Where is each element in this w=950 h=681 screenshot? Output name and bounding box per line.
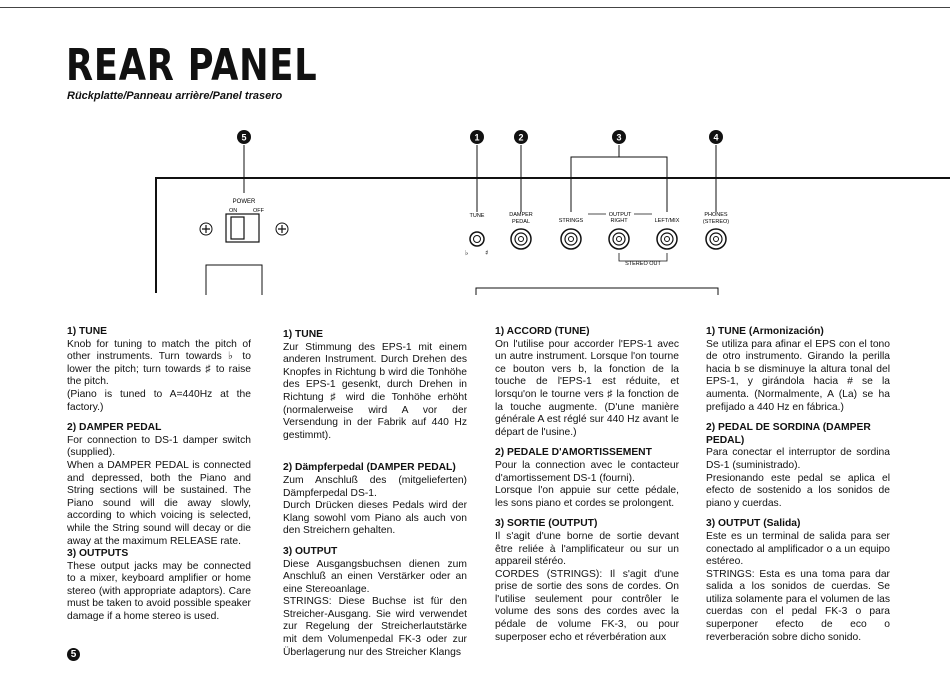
damper-jack — [511, 229, 531, 249]
en-tune-text: Knob for tuning to match the pitch of other instruments. Turn towards ♭ to lower the pitch; turn towards ♯ to raise the pitch. — [67, 338, 251, 388]
de-tune-text: Zur Stimmung des EPS-1 mit einem anderen Instrument. Durch Drehen des Knopfes in Richtung b wird die Tonhöhe des EPS-1 gesenkt, durch Drehen in Richtung ♯ wird die Tonhöhe erhöht (normalerweise wird A vor der Versendung in der Fabrik auf 440 Hz gestimmt). — [283, 341, 467, 441]
fr-output-text-a: Il s'agit d'une borne de sortie devant être reliée à l'amplificateur ou sur un appareil stéréo. — [495, 530, 679, 568]
page-subtitle: Rückplatte/Panneau arrière/Panel trasero — [67, 90, 283, 102]
rear-panel-diagram — [0, 115, 950, 315]
output-label: OUTPUT — [608, 212, 632, 218]
en-heading-damper: 2) DAMPER PEDAL — [67, 422, 162, 434]
fr-heading-output: 3) SORTIE (OUTPUT) — [495, 518, 598, 530]
es-tune-text: Se utiliza para afinar el EPS con el tono de otro instrumento. Girando la perilla hacia b se disminuye la altura tonal del EPS-1, y girándola hacia # se la aumenta. (Normalmente, A (La) se ha prefijado a 440 Hz en fábrica.) — [706, 338, 890, 413]
stereo-out-label: STEREO OUT — [625, 261, 661, 267]
de-damper-text-b: Durch Drücken dieses Pedals wird der Klang sowohl vom Piano als auch von den Streichern gehalten. — [283, 500, 467, 537]
panel-outline — [156, 178, 950, 293]
spanish-column — [706, 326, 890, 644]
es-damper-text-a: Para conectar el interruptor de sordina DS-1 (suministrado). — [706, 447, 890, 471]
tune-knob — [470, 232, 484, 246]
top-rule — [0, 7, 950, 8]
en-damper-text-a: For connection to DS-1 damper switch (supplied). — [67, 434, 251, 459]
flat-symbol: ♭ — [465, 249, 469, 257]
es-heading-tune: 1) TUNE (Armonización) — [706, 326, 824, 337]
fr-tune-text: On l'utilise pour accorder l'EPS-1 avec un autre instrument. Lorsque l'on tourne ce bouton vers b, la fonction de la touche de l'EPS-1 est réduite, et lorsqu'on le tourne vers ♯ la fonction de la touche augmente. (D'une manière générale A est réglé sur 440 Hz avant le départ de l'usine.) — [495, 338, 679, 438]
power-off-label: OFF — [253, 208, 264, 214]
sharp-symbol: ♯ — [485, 249, 489, 257]
english-column — [67, 326, 251, 624]
en-tune-note: (Piano is tuned to A=440Hz at the factory.) — [67, 388, 251, 413]
page-title: REAR PANEL — [66, 40, 318, 91]
es-output-text-a: Este es un terminal de salida para ser conectado al amplificador o a un equipo estéreo. — [706, 530, 890, 568]
power-switch-rocker — [231, 217, 244, 239]
callout-text-1: 1 — [474, 132, 480, 143]
en-outputs-text: These output jacks may be connected to a mixer, keyboard amplifier or home stereo (with appropriate adaptors). Care must be taken to avoid possible speaker damage if a home stereo is used. — [67, 560, 251, 623]
power-on-label: ON — [229, 208, 238, 214]
fr-output-text-b: CORDES (STRINGS): Il s'agit d'une prise de sortie des sons de cordes. On l'utilise seulement pour contrôler le volume des sons des cordes avec la pédale de volume FK-3, ou pour superposer echo et réverbération aux — [495, 568, 679, 643]
phones-label-1: PHONES — [704, 212, 728, 218]
damper-label-2: PEDAL — [511, 219, 531, 225]
fr-damper-text-b: Lorsque l'on appuie sur cette pédale, les sons piano et cordes se prolongent. — [495, 485, 679, 509]
callout-text-4: 4 — [713, 132, 719, 143]
damper-label-1: DAMPER — [509, 212, 533, 218]
phones-label-2: (STEREO) — [702, 219, 730, 225]
leftmix-label: LEFT/MIX — [654, 218, 680, 224]
phones-jack — [706, 229, 726, 249]
strings-jack — [561, 229, 581, 249]
es-heading-damper: 2) PEDAL DE SORDINA (DAMPER PEDAL) — [706, 422, 871, 446]
right-jack — [609, 229, 629, 249]
german-column — [283, 329, 467, 659]
de-heading-tune: 1) TUNE — [283, 329, 324, 340]
es-damper-text-b: Presionando este pedal se aplica el efecto de sostenido a los sonidos de piano y cuerdas. — [706, 472, 890, 509]
page-number-badge: 5 — [67, 648, 80, 661]
callout-bracket-3 — [571, 157, 667, 212]
de-output-text-a: Diese Ausgangsbuchsen dienen zum Anschluß an einen Verstärker oder an eine Stereoanlage. — [283, 558, 467, 595]
en-heading-outputs: 3) OUTPUTS — [67, 548, 129, 560]
es-heading-output: 3) OUTPUT (Salida) — [706, 518, 801, 530]
panel-inner-box — [206, 265, 262, 295]
es-output-text-b: STRINGS: Esta es una toma para dar salida a los sonidos de cuerdas. Se utiliza solamente para el volumen de las cuerdas con el pedal FK-3 o para superponer efecto de eco o reverberación sobre dicho sonido. — [706, 568, 890, 643]
stereo-out-bracket — [619, 253, 667, 261]
de-damper-text-a: Zum Anschluß des (mitgelieferten) Dämpferpedal DS-1. — [283, 474, 467, 499]
en-heading-tune: 1) TUNE — [67, 326, 108, 337]
french-column — [495, 326, 679, 644]
fr-heading-tune: 1) ACCORD (TUNE) — [495, 326, 590, 337]
callout-text-2: 2 — [518, 132, 524, 143]
power-label: POWER — [232, 199, 256, 205]
panel-bracket — [476, 288, 718, 295]
tune-label: TUNE — [469, 213, 485, 219]
callout-text-3: 3 — [616, 132, 622, 143]
de-heading-damper: 2) Dämpferpedal (DAMPER PEDAL) — [283, 462, 456, 474]
en-damper-text-b: When a DAMPER PEDAL is connected and depressed, both the Piano and String sections will be sustained. The Piano sound will die away slowly, according to which voicing is selected, while the String sound will decay or die away at the maximum RELEASE rate. — [67, 459, 251, 547]
de-heading-output: 3) OUTPUT — [283, 545, 338, 557]
leftmix-jack — [657, 229, 677, 249]
fr-damper-text-a: Pour la connection avec le contacteur d'amortissement DS-1 (fourni). — [495, 459, 679, 484]
strings-label: STRINGS — [558, 218, 584, 224]
right-label: RIGHT — [610, 218, 628, 224]
fr-heading-damper: 2) PEDALE D'AMORTISSEMENT — [495, 447, 652, 459]
callout-text-5: 5 — [241, 132, 247, 143]
de-output-text-b: STRINGS: Diese Buchse ist für den Streicher-Ausgang. Sie wird verwendet zur Regelung der Streicherlautstärke mit dem Volumenpedal FK-3 oder zur Überlagerung nur des Streicher Klangs — [283, 596, 467, 658]
